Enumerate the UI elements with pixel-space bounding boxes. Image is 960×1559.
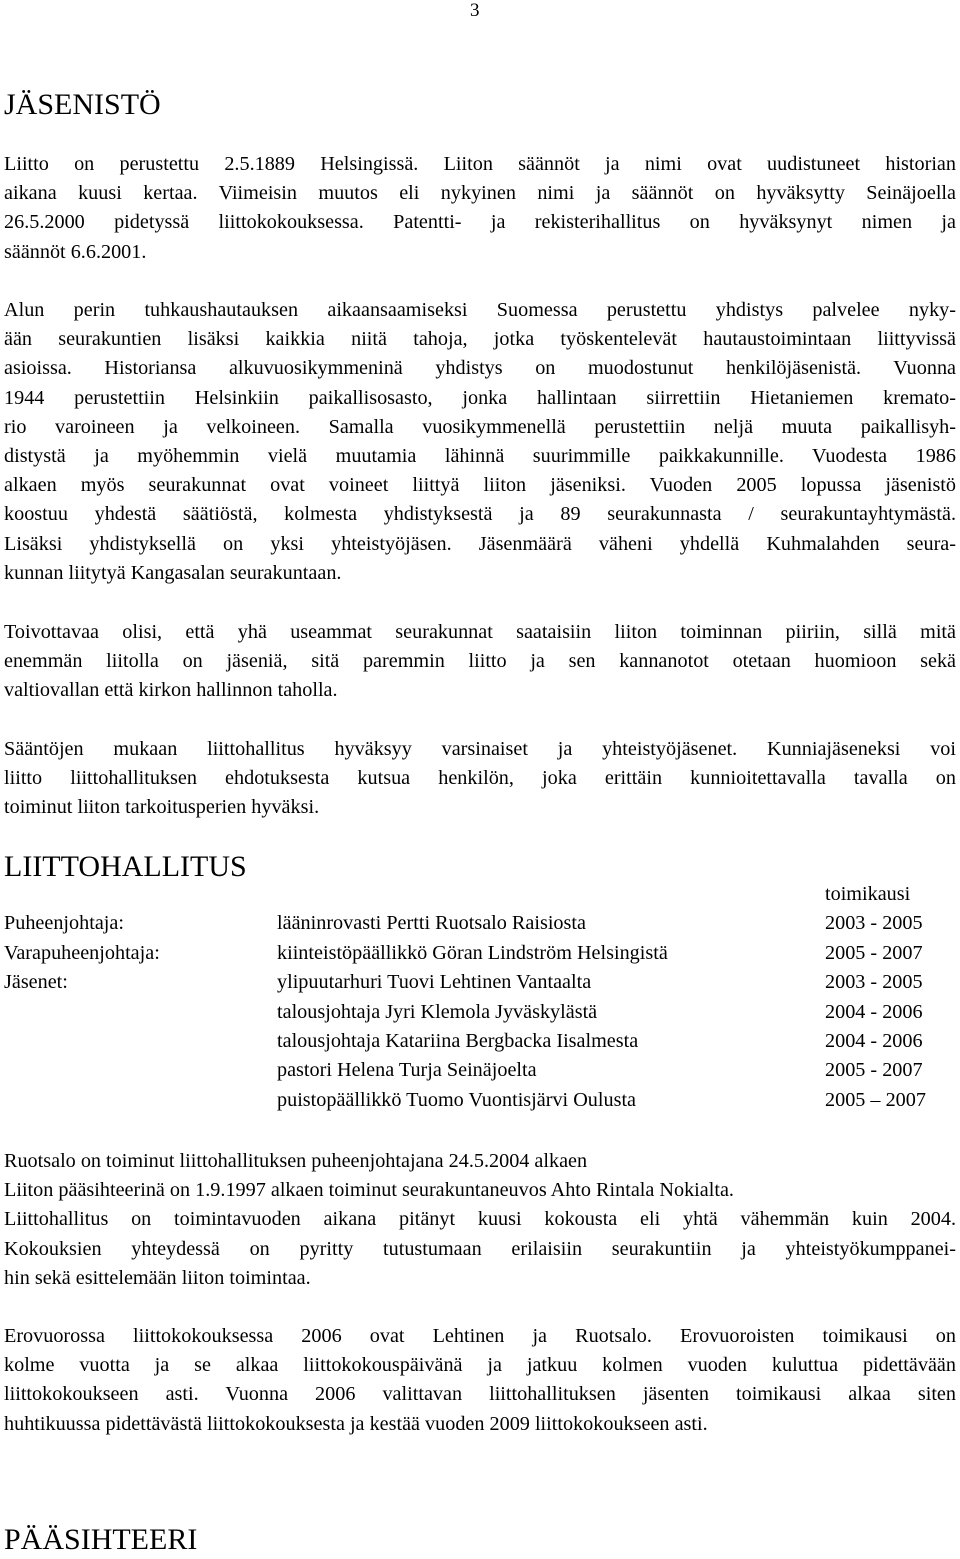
- text-line: Toivottavaa olisi, että yhä useammat seurakunnat saataisiin liiton toiminnan piiriin, sillä mitä: [4, 621, 956, 643]
- section-heading-jasenisto: JÄSENISTÖ: [4, 88, 161, 121]
- table-row: [4, 1030, 956, 1059]
- term-cell: 2005 - 2007: [825, 1059, 923, 1082]
- text-line: Liitto on perustettu 2.5.1889 Helsingissä. Liiton säännöt ja nimi ovat uudistuneet historian: [4, 153, 956, 175]
- text-line: säännöt 6.6.2001.: [4, 240, 147, 263]
- text-line: hin sekä esittelemään liiton toimintaa.: [4, 1266, 311, 1289]
- member-name-cell: puistopäällikkö Tuomo Vuontisjärvi Oulusta: [277, 1088, 637, 1111]
- text-line: valtiovallan että kirkon hallinnon taholla.: [4, 679, 338, 702]
- member-name-cell: kiinteistöpäällikkö Göran Lindström Helsingistä: [277, 941, 668, 964]
- text-line: enemmän liitolla on jäseniä, sitä paremmin liitto ja sen kannanotot otetaan huomioon sekä: [4, 650, 956, 673]
- text-line: 1944 perustettiin Helsinkiin paikallisosasto, jonka hallintaan siirrettiin Hietaniemen kremato-: [4, 386, 956, 409]
- table-row: [4, 1089, 956, 1118]
- member-name-cell: talousjohtaja Katariina Bergbacka Iisalmesta: [277, 1029, 639, 1052]
- term-cell: 2005 - 2007: [825, 941, 923, 964]
- text-line: Erovuorossa liittokokouksessa 2006 ovat Lehtinen ja Ruotsalo. Erovuoroisten toimikausi on: [4, 1325, 956, 1347]
- table-row: [4, 1001, 956, 1030]
- page-number: 3: [470, 0, 480, 21]
- text-line: Alun perin tuhkaushautauksen aikaansaamiseksi Suomessa perustettu yhdistys palvelee nyky-: [4, 299, 956, 321]
- table-row: [4, 1059, 956, 1088]
- role-cell: Jäsenet:: [4, 971, 68, 994]
- role-cell: Puheenjohtaja:: [4, 912, 124, 935]
- text-line: alkaen myös seurakunnat ovat voineet liittyä liiton jäseniksi. Vuoden 2005 lopussa jäsenistö: [4, 474, 956, 497]
- paragraph: [4, 1147, 956, 1293]
- table-row: [4, 942, 956, 971]
- member-name-cell: pastori Helena Turja Seinäjoelta: [277, 1059, 537, 1082]
- table-row: [4, 971, 956, 1000]
- text-line: liitto liittohallituksen ehdotuksesta kutsua henkilön, joka erittäin kunnioitettavalla tavalla on: [4, 767, 956, 790]
- term-column-header: toimikausi: [825, 883, 911, 905]
- board-members-table: [4, 883, 956, 1118]
- term-cell: 2004 - 2006: [825, 1029, 923, 1052]
- text-line: huhtikuussa pidettävästä liittokokouksesta ja kestää vuoden 2009 liittokokoukseen asti.: [4, 1412, 708, 1435]
- text-line: distystä ja myöhemmin vielä muutamia lähinnä suurimmille paikkakunnille. Vuodesta 1986: [4, 445, 956, 468]
- text-line: Kokouksien yhteydessä on pyritty tutustumaan erilaisiin seurakuntiin ja yhteistyökumppanei-: [4, 1237, 956, 1260]
- text-line: Ruotsalo on toiminut liittohallituksen puheenjohtajana 24.5.2004 alkaen: [4, 1150, 588, 1172]
- member-name-cell: lääninrovasti Pertti Ruotsalo Raisiosta: [277, 912, 586, 935]
- paragraph: [4, 296, 956, 588]
- term-cell: 2005 – 2007: [825, 1088, 926, 1111]
- text-line: 26.5.2000 pidetyssä liittokokouksessa. Patentti- ja rekisterihallitus on hyväksynyt nimen ja: [4, 211, 956, 234]
- text-line: ään seurakuntien lisäksi kaikkia niitä tahoja, jotka työskentelevät hautaustoimintaan liittyvissä: [4, 328, 956, 351]
- paragraph: [4, 150, 956, 267]
- table-header-row: [4, 883, 956, 912]
- text-line: rio varoineen ja velkoineen. Samalla vuosikymmenellä perustettiin neljä muuta paikallisyh-: [4, 415, 956, 438]
- text-line: Liiton pääsihteerinä on 1.9.1997 alkaen toiminut seurakuntaneuvos Ahto Rintala Nokialta.: [4, 1179, 734, 1202]
- section-heading-paasihteeri: PÄÄSIHTEERI: [4, 1523, 198, 1556]
- term-cell: 2004 - 2006: [825, 1000, 923, 1023]
- text-line: kolme vuotta ja se alkaa liittokokouspäivänä ja jatkuu kolmen vuoden kuluttua pidettävään: [4, 1354, 956, 1377]
- role-cell: Varapuheenjohtaja:: [4, 941, 160, 964]
- text-line: aikana kuusi kertaa. Viimeisin muutos eli nykyinen nimi ja säännöt on hyväksytty Seinäjoella: [4, 182, 956, 205]
- text-line: Liittohallitus on toimintavuoden aikana pitänyt kuusi kokousta eli yhtä vähemmän kuin 2004.: [4, 1208, 956, 1231]
- text-line: kunnan liitytyä Kangasalan seurakuntaan.: [4, 561, 342, 584]
- text-line: koostuu yhdestä säätiöstä, kolmesta yhdistyksestä ja 89 seurakunnasta / seurakuntayhtymästä.: [4, 503, 956, 526]
- section-heading-liittohallitus: LIITTOHALLITUS: [4, 850, 247, 883]
- paragraph: [4, 618, 956, 706]
- paragraph: [4, 1322, 956, 1439]
- text-line: Lisäksi yhdistyksellä on yksi yhteistyöjäsen. Jäsenmäärä väheni yhdellä Kuhmalahden seura-: [4, 532, 956, 555]
- text-line: liittokokoukseen asti. Vuonna 2006 valittavan liittohallituksen jäsenten toimikausi alkaa siten: [4, 1383, 956, 1406]
- text-line: toiminut liiton tarkoitusperien hyväksi.: [4, 796, 320, 819]
- text-line: asioissa. Historiansa alkuvuosikymmeninä yhdistys on muodostunut henkilöjäsenistä. Vuonna: [4, 357, 956, 380]
- member-name-cell: ylipuutarhuri Tuovi Lehtinen Vantaalta: [277, 971, 592, 994]
- term-cell: 2003 - 2005: [825, 912, 923, 935]
- term-cell: 2003 - 2005: [825, 971, 923, 994]
- member-name-cell: talousjohtaja Jyri Klemola Jyväskylästä: [277, 1000, 598, 1023]
- table-row: [4, 912, 956, 941]
- text-line: Sääntöjen mukaan liittohallitus hyväksyy varsinaiset ja yhteistyöjäsenet. Kunniajäseneksi voi: [4, 738, 956, 760]
- paragraph: [4, 735, 956, 823]
